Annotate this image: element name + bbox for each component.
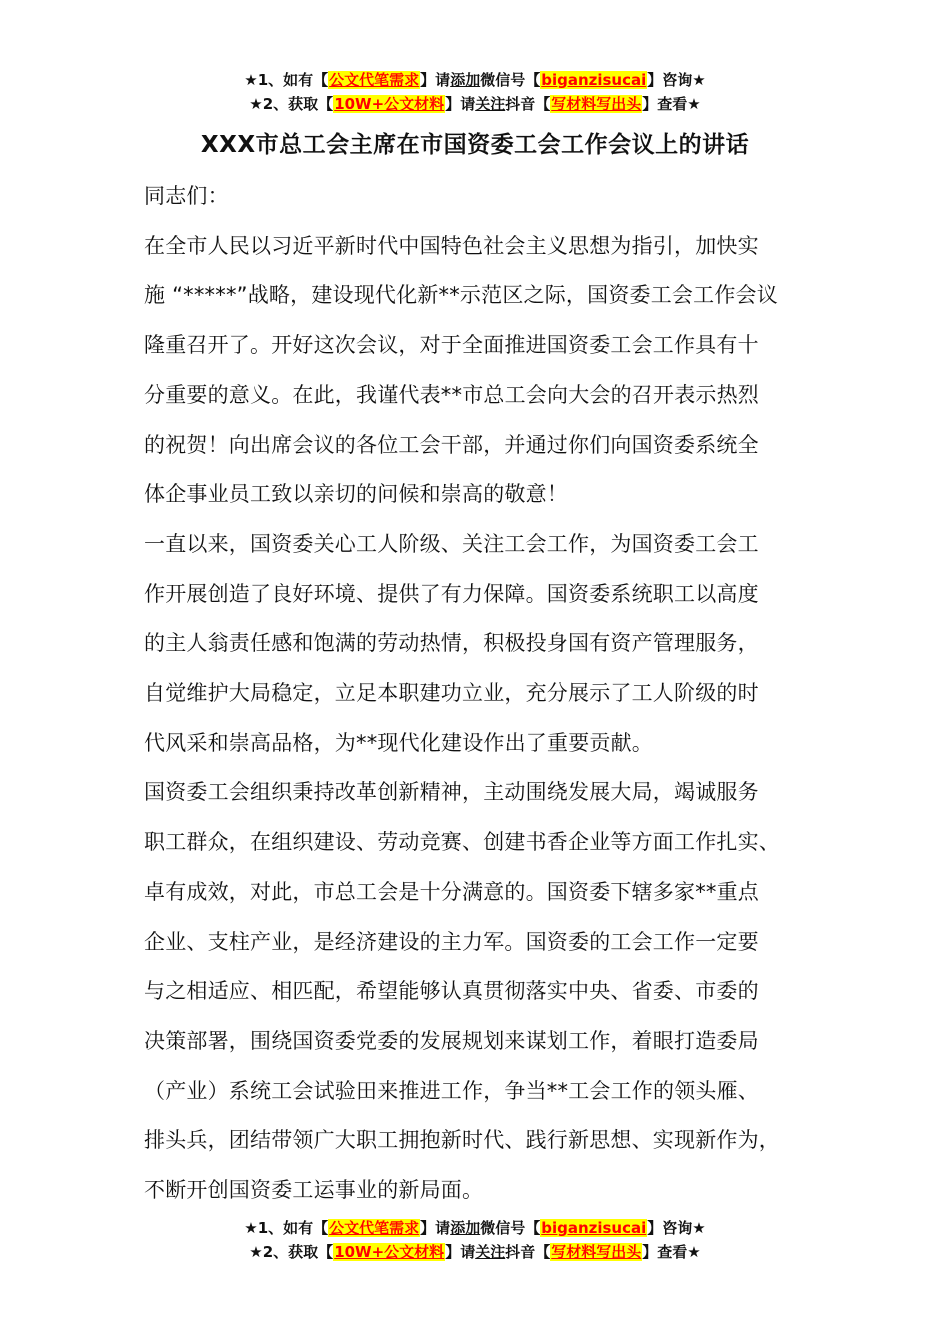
document-title: XXX市总工会主席在市国资委工会工作会议上的讲话: [200, 132, 750, 158]
banner-text: 】查看★: [642, 1243, 701, 1261]
text-line: 国资委工会组织秉持改革创新精神，主动围绕发展大局，竭诚服务: [144, 780, 759, 805]
banner-text: 】请: [445, 95, 476, 113]
banner-underlined: 添加: [450, 1219, 481, 1237]
text-line: 体企事业员工致以亲切的问候和崇高的敬意！: [144, 482, 568, 507]
banner-highlight: 10W+公文材料: [334, 95, 445, 113]
text-line: （产业）系统工会试验田来推进工作，争当**工会工作的领头雁、: [144, 1078, 759, 1103]
banner-text: 抖音【: [505, 1243, 551, 1261]
banner-text: 】请: [420, 1219, 451, 1237]
banner-line-2: [0, 1240, 950, 1264]
banner-douyin-id: 写材料写出头: [551, 1243, 642, 1261]
text-line: 企业、支柱产业，是经济建设的主力军。国资委的工会工作一定要: [144, 929, 759, 954]
banner-underlined: 关注: [475, 95, 506, 113]
banner-highlight: 公文代笔需求: [329, 71, 420, 89]
header-banner: [0, 68, 950, 116]
text-line: 施 “*****”战略，建设现代化新**示范区之际，国资委工会工作会议: [144, 283, 778, 308]
banner-text: 】查看★: [642, 95, 701, 113]
banner-underlined: 关注: [475, 1243, 506, 1261]
banner-underlined: 添加: [450, 71, 481, 89]
text-line: 的祝贺！向出席会议的各位工会干部，并通过你们向国资委系统全: [144, 432, 759, 457]
text-line: 在全市人民以习近平新时代中国特色社会主义思想为指引，加快实: [144, 233, 759, 258]
text-line: 作开展创造了良好环境、提供了有力保障。国资委系统职工以高度: [144, 581, 759, 606]
text-line: 隆重召开了。开好这次会议，对于全面推进国资委工会工作具有十: [144, 333, 759, 358]
text-line: 决策部署，围绕国资委党委的发展规划来谋划工作，着眼打造委局: [144, 1028, 759, 1053]
banner-text: ★2、获取【: [249, 95, 334, 113]
text-line: 不断开创国资委工运事业的新局面。: [144, 1178, 484, 1203]
banner-text: ★1、如有【: [244, 71, 329, 89]
document-body: [144, 172, 824, 1216]
text-line: 自觉维护大局稳定，立足本职建功立业，充分展示了工人阶级的时: [144, 681, 759, 706]
banner-douyin-id: 写材料写出头: [551, 95, 642, 113]
banner-wechat-id: biganzisucai: [541, 1219, 647, 1237]
text-line: 卓有成效，对此，市总工会是十分满意的。国资委下辖多家**重点: [144, 879, 759, 904]
paragraph-3: [144, 768, 824, 1215]
banner-line-2: [0, 92, 950, 116]
greeting: 同志们：: [144, 184, 229, 208]
banner-wechat-id: biganzisucai: [541, 71, 647, 89]
banner-text: 】咨询★: [647, 1219, 706, 1237]
banner-line-1: [0, 68, 950, 92]
text-line: 分重要的意义。在此，我谨代表**市总工会向大会的召开表示热烈: [144, 382, 759, 407]
banner-line-1: [0, 1216, 950, 1240]
banner-highlight: 10W+公文材料: [334, 1243, 445, 1261]
banner-text: 】咨询★: [647, 71, 706, 89]
text-line: 一直以来，国资委关心工人阶级、关注工会工作，为国资委工会工: [144, 531, 759, 556]
banner-text: 】请: [445, 1243, 476, 1261]
banner-text: ★2、获取【: [249, 1243, 334, 1261]
text-line: 与之相适应、相匹配，希望能够认真贯彻落实中央、省委、市委的: [144, 979, 759, 1004]
banner-text: 微信号【: [480, 1219, 541, 1237]
paragraph-2: [144, 520, 824, 769]
text-line: 的主人翁责任感和饱满的劳动热情，积极投身国有资产管理服务，: [144, 631, 759, 656]
text-line: 代风采和崇高品格，为**现代化建设作出了重要贡献。: [144, 730, 653, 755]
banner-text: 微信号【: [480, 71, 541, 89]
banner-text: 抖音【: [505, 95, 551, 113]
text-line: 职工群众，在组织建设、劳动竞赛、创建书香企业等方面工作扎实、: [144, 830, 780, 855]
footer-banner: [0, 1216, 950, 1264]
banner-text: ★1、如有【: [244, 1219, 329, 1237]
banner-highlight: 公文代笔需求: [329, 1219, 420, 1237]
text-line: 排头兵，团结带领广大职工拥抱新时代、践行新思想、实现新作为，: [144, 1128, 780, 1153]
paragraph-1: [144, 222, 824, 520]
banner-text: 】请: [420, 71, 451, 89]
